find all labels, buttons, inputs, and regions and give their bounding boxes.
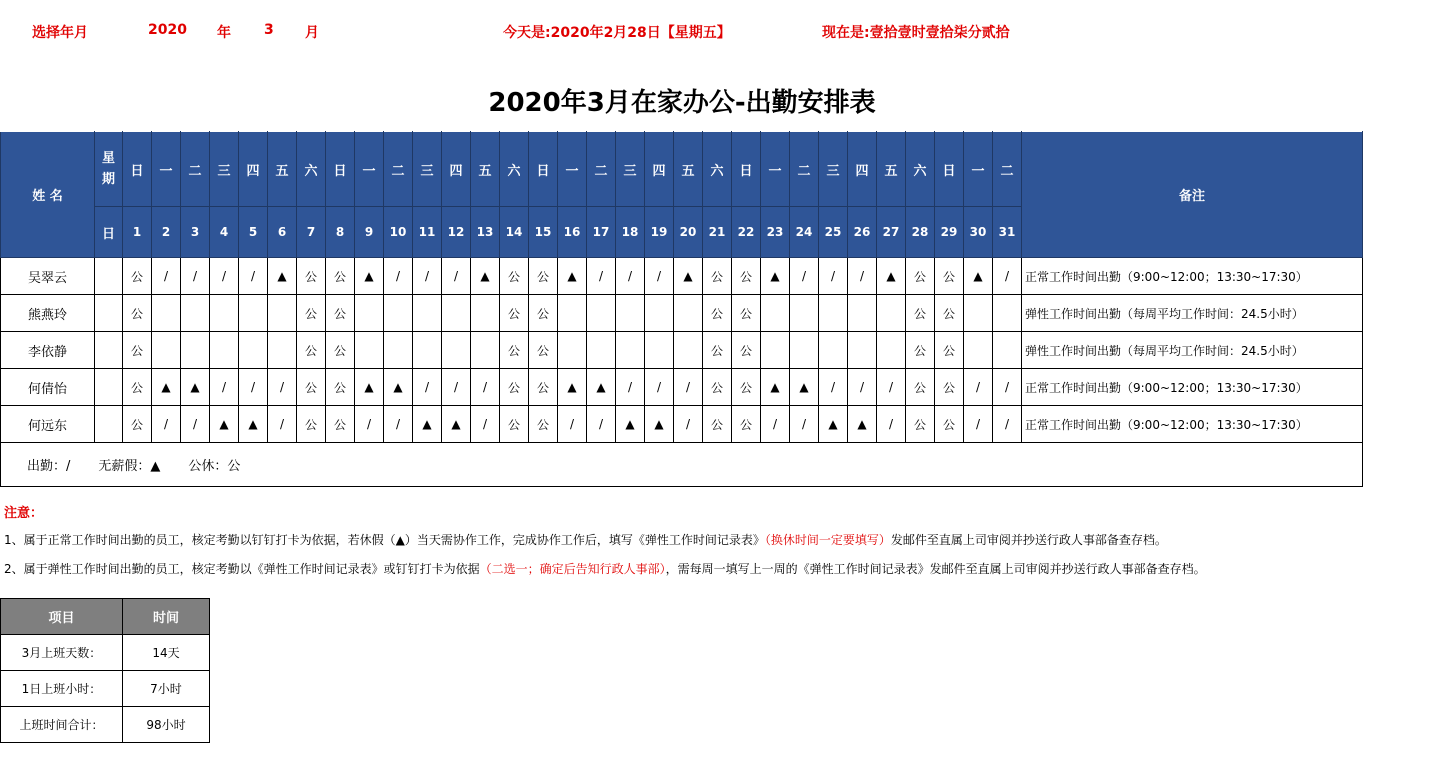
attendance-cell[interactable] bbox=[993, 295, 1022, 332]
attendance-cell[interactable]: 公 bbox=[906, 258, 935, 295]
attendance-cell[interactable] bbox=[442, 295, 471, 332]
attendance-cell[interactable] bbox=[239, 295, 268, 332]
attendance-cell[interactable]: ▲ bbox=[964, 258, 993, 295]
summary-row bbox=[1, 635, 210, 671]
year-unit: 年 bbox=[217, 25, 231, 41]
attendance-cell[interactable] bbox=[181, 332, 210, 369]
day-number-cell: 16 bbox=[558, 207, 587, 258]
attendance-cell[interactable]: 公 bbox=[703, 258, 732, 295]
day-number-cell: 27 bbox=[877, 207, 906, 258]
attendance-cell[interactable]: / bbox=[616, 258, 645, 295]
attendance-cell[interactable] bbox=[616, 332, 645, 369]
weekday-cell: 二 bbox=[587, 132, 616, 207]
attendance-cell[interactable]: 公 bbox=[529, 295, 558, 332]
attendance-cell[interactable]: 公 bbox=[326, 258, 355, 295]
attendance-cell[interactable]: ▲ bbox=[616, 406, 645, 443]
note-line-1 bbox=[4, 531, 1167, 548]
month-value[interactable]: 3 bbox=[264, 22, 274, 38]
attendance-cell[interactable] bbox=[790, 295, 819, 332]
day-number-cell: 5 bbox=[239, 207, 268, 258]
attendance-cell[interactable] bbox=[993, 332, 1022, 369]
attendance-cell[interactable]: ▲ bbox=[558, 258, 587, 295]
attendance-cell[interactable]: 公 bbox=[297, 332, 326, 369]
attendance-cell[interactable]: 公 bbox=[935, 258, 964, 295]
weekday-cell: 一 bbox=[964, 132, 993, 207]
note-header: 备注 bbox=[1022, 132, 1363, 258]
attendance-cell[interactable]: ▲ bbox=[384, 369, 413, 406]
day-number-cell: 15 bbox=[529, 207, 558, 258]
attendance-cell[interactable]: ▲ bbox=[645, 406, 674, 443]
attendance-cell[interactable] bbox=[384, 295, 413, 332]
attendance-cell[interactable]: 公 bbox=[906, 295, 935, 332]
attendance-cell[interactable]: 公 bbox=[935, 406, 964, 443]
attendance-cell[interactable]: 公 bbox=[935, 369, 964, 406]
attendance-cell[interactable] bbox=[384, 332, 413, 369]
attendance-cell[interactable]: / bbox=[471, 406, 500, 443]
attendance-cell[interactable]: / bbox=[877, 406, 906, 443]
attendance-cell[interactable]: / bbox=[355, 406, 384, 443]
attendance-cell[interactable]: ▲ bbox=[239, 406, 268, 443]
day-number-cell: 13 bbox=[471, 207, 500, 258]
day-number-cell: 30 bbox=[964, 207, 993, 258]
attendance-cell[interactable] bbox=[558, 295, 587, 332]
blank-week-cell bbox=[95, 369, 123, 406]
week-header: 星 期 bbox=[95, 132, 123, 207]
note-1-highlight: （换休时间一定要填写） bbox=[764, 533, 891, 547]
attendance-cell[interactable]: ▲ bbox=[471, 258, 500, 295]
attendance-cell[interactable]: 公 bbox=[123, 369, 152, 406]
attendance-note: 正常工作时间出勤（9:00~12:00；13:30~17:30） bbox=[1022, 258, 1363, 295]
attendance-cell[interactable]: / bbox=[558, 406, 587, 443]
attendance-cell[interactable]: ▲ bbox=[877, 258, 906, 295]
weekday-cell: 二 bbox=[181, 132, 210, 207]
attendance-cell[interactable]: / bbox=[471, 369, 500, 406]
weekday-cell: 四 bbox=[442, 132, 471, 207]
weekday-cell: 三 bbox=[413, 132, 442, 207]
attendance-cell[interactable]: / bbox=[268, 369, 297, 406]
name-header: 姓 名 bbox=[1, 132, 95, 258]
attendance-cell[interactable] bbox=[645, 295, 674, 332]
attendance-cell[interactable]: / bbox=[442, 369, 471, 406]
attendance-cell[interactable]: / bbox=[384, 258, 413, 295]
attendance-cell[interactable]: 公 bbox=[297, 258, 326, 295]
attendance-table bbox=[0, 131, 1363, 487]
attendance-cell[interactable]: 公 bbox=[703, 332, 732, 369]
employee-name: 吴翠云 bbox=[1, 258, 95, 295]
table-row bbox=[1, 258, 1363, 295]
weekday-cell: 六 bbox=[906, 132, 935, 207]
attendance-cell[interactable]: / bbox=[645, 258, 674, 295]
day-number-cell: 31 bbox=[993, 207, 1022, 258]
summary-row bbox=[1, 671, 210, 707]
attendance-cell[interactable]: 公 bbox=[123, 295, 152, 332]
attendance-cell[interactable]: / bbox=[181, 406, 210, 443]
current-time: 现在是:壹拾壹时壹拾柒分贰拾 bbox=[822, 25, 1010, 41]
employee-name: 何远东 bbox=[1, 406, 95, 443]
weekday-cell: 五 bbox=[674, 132, 703, 207]
blank-week-cell bbox=[95, 258, 123, 295]
attendance-cell[interactable]: 公 bbox=[500, 332, 529, 369]
attendance-cell[interactable] bbox=[413, 332, 442, 369]
attendance-cell[interactable]: 公 bbox=[703, 406, 732, 443]
attendance-cell[interactable]: / bbox=[413, 258, 442, 295]
day-number-cell: 8 bbox=[326, 207, 355, 258]
attendance-cell[interactable]: 公 bbox=[500, 295, 529, 332]
attendance-cell[interactable]: / bbox=[239, 258, 268, 295]
attendance-cell[interactable]: ▲ bbox=[761, 258, 790, 295]
weekday-cell: 二 bbox=[993, 132, 1022, 207]
month-unit: 月 bbox=[305, 25, 319, 41]
day-number-cell: 2 bbox=[152, 207, 181, 258]
attendance-cell[interactable]: / bbox=[384, 406, 413, 443]
weekday-cell: 四 bbox=[645, 132, 674, 207]
weekday-cell: 二 bbox=[790, 132, 819, 207]
day-number-cell: 14 bbox=[500, 207, 529, 258]
weekday-cell: 四 bbox=[848, 132, 877, 207]
attendance-cell[interactable] bbox=[616, 295, 645, 332]
day-number-cell: 20 bbox=[674, 207, 703, 258]
attendance-cell[interactable]: ▲ bbox=[848, 406, 877, 443]
attendance-cell[interactable] bbox=[848, 295, 877, 332]
attendance-cell[interactable]: / bbox=[152, 406, 181, 443]
day-number-cell: 3 bbox=[181, 207, 210, 258]
attendance-cell[interactable]: / bbox=[645, 369, 674, 406]
attendance-cell[interactable] bbox=[471, 332, 500, 369]
attendance-cell[interactable]: ▲ bbox=[413, 406, 442, 443]
attendance-cell[interactable]: / bbox=[761, 406, 790, 443]
attendance-cell[interactable]: 公 bbox=[326, 332, 355, 369]
summary-header-item: 项目 bbox=[1, 599, 123, 635]
attendance-cell[interactable]: / bbox=[210, 258, 239, 295]
attendance-cell[interactable]: 公 bbox=[123, 406, 152, 443]
attendance-cell[interactable]: / bbox=[993, 369, 1022, 406]
attendance-cell[interactable]: ▲ bbox=[790, 369, 819, 406]
attendance-note: 正常工作时间出勤（9:00~12:00；13:30~17:30） bbox=[1022, 406, 1363, 443]
attendance-cell[interactable]: ▲ bbox=[210, 406, 239, 443]
attendance-cell[interactable]: 公 bbox=[935, 332, 964, 369]
attendance-cell[interactable]: / bbox=[239, 369, 268, 406]
day-number-cell: 6 bbox=[268, 207, 297, 258]
note-1-tail: 发邮件至直属上司审阅并抄送行政人事部备查存档。 bbox=[890, 533, 1167, 547]
blank-week-cell bbox=[95, 295, 123, 332]
weekday-cell: 一 bbox=[152, 132, 181, 207]
day-number-cell: 23 bbox=[761, 207, 790, 258]
legend bbox=[1, 443, 1363, 487]
attendance-cell[interactable] bbox=[181, 295, 210, 332]
note-2-highlight: （二选一；确定后告知行政人事部） bbox=[479, 562, 666, 576]
attendance-cell[interactable]: 公 bbox=[297, 406, 326, 443]
attendance-cell[interactable]: 公 bbox=[297, 295, 326, 332]
attendance-cell[interactable]: / bbox=[848, 369, 877, 406]
attendance-cell[interactable]: 公 bbox=[906, 369, 935, 406]
summary-table bbox=[0, 598, 210, 743]
attendance-cell[interactable] bbox=[558, 332, 587, 369]
attendance-cell[interactable]: / bbox=[964, 406, 993, 443]
attendance-cell[interactable]: ▲ bbox=[355, 258, 384, 295]
summary-value: 7小时 bbox=[123, 671, 210, 707]
attendance-cell[interactable]: ▲ bbox=[181, 369, 210, 406]
blank-week-cell bbox=[95, 332, 123, 369]
summary-value: 98小时 bbox=[123, 707, 210, 743]
legend-item: 公休：公 bbox=[188, 459, 241, 474]
attendance-cell[interactable]: 公 bbox=[500, 258, 529, 295]
weekday-cell: 日 bbox=[935, 132, 964, 207]
attendance-cell[interactable]: / bbox=[993, 258, 1022, 295]
attendance-cell[interactable]: / bbox=[442, 258, 471, 295]
weekday-cell: 日 bbox=[732, 132, 761, 207]
employee-name: 何倩怡 bbox=[1, 369, 95, 406]
attendance-cell[interactable]: 公 bbox=[703, 369, 732, 406]
attendance-cell[interactable] bbox=[413, 295, 442, 332]
attendance-cell[interactable] bbox=[964, 332, 993, 369]
summary-value: 14天 bbox=[123, 635, 210, 671]
attendance-cell[interactable]: / bbox=[152, 258, 181, 295]
day-number-cell: 21 bbox=[703, 207, 732, 258]
table-row bbox=[1, 332, 1363, 369]
attendance-cell[interactable] bbox=[790, 332, 819, 369]
attendance-cell[interactable]: 公 bbox=[123, 332, 152, 369]
attendance-cell[interactable] bbox=[210, 295, 239, 332]
note-2-tail: ，需每周一填写上一周的《弹性工作时间记录表》发邮件至直属上司审阅并抄送行政人事部备查存档。 bbox=[665, 562, 1206, 576]
year-value[interactable]: 2020 bbox=[148, 22, 187, 38]
attendance-cell[interactable] bbox=[239, 332, 268, 369]
weekday-cell: 六 bbox=[703, 132, 732, 207]
weekday-cell: 日 bbox=[326, 132, 355, 207]
attendance-cell[interactable] bbox=[645, 332, 674, 369]
attendance-cell[interactable] bbox=[964, 295, 993, 332]
attendance-note: 弹性工作时间出勤（每周平均工作时间：24.5小时） bbox=[1022, 332, 1363, 369]
attendance-cell[interactable] bbox=[268, 295, 297, 332]
attendance-cell[interactable]: 公 bbox=[326, 295, 355, 332]
attendance-cell[interactable]: ▲ bbox=[558, 369, 587, 406]
attendance-cell[interactable]: 公 bbox=[123, 258, 152, 295]
attendance-cell[interactable]: / bbox=[587, 406, 616, 443]
day-number-cell: 19 bbox=[645, 207, 674, 258]
attendance-cell[interactable]: 公 bbox=[529, 406, 558, 443]
attendance-cell[interactable] bbox=[210, 332, 239, 369]
weekday-cell: 六 bbox=[500, 132, 529, 207]
table-row bbox=[1, 369, 1363, 406]
day-number-cell: 18 bbox=[616, 207, 645, 258]
weekday-cell: 二 bbox=[384, 132, 413, 207]
attendance-cell[interactable]: / bbox=[819, 369, 848, 406]
summary-header-time: 时间 bbox=[123, 599, 210, 635]
attendance-cell[interactable] bbox=[674, 332, 703, 369]
day-number-cell: 17 bbox=[587, 207, 616, 258]
weekday-cell: 三 bbox=[616, 132, 645, 207]
page-title: 2020年3月在家办公-出勤安排表 bbox=[488, 88, 876, 118]
attendance-cell[interactable] bbox=[761, 332, 790, 369]
weekday-cell: 三 bbox=[819, 132, 848, 207]
day-number-cell: 7 bbox=[297, 207, 326, 258]
day-number-cell: 24 bbox=[790, 207, 819, 258]
day-number-cell: 9 bbox=[355, 207, 384, 258]
notes-title: 注意： bbox=[4, 506, 44, 521]
attendance-cell[interactable]: 公 bbox=[326, 406, 355, 443]
day-number-cell: 28 bbox=[906, 207, 935, 258]
attendance-cell[interactable] bbox=[442, 332, 471, 369]
weekday-cell: 日 bbox=[529, 132, 558, 207]
weekday-cell: 一 bbox=[355, 132, 384, 207]
summary-item: 3月上班天数： bbox=[1, 635, 123, 671]
legend-item: 出勤：/ bbox=[27, 459, 71, 474]
attendance-cell[interactable]: / bbox=[181, 258, 210, 295]
table-row bbox=[1, 406, 1363, 443]
attendance-cell[interactable]: ▲ bbox=[587, 369, 616, 406]
attendance-cell[interactable] bbox=[848, 332, 877, 369]
attendance-cell[interactable]: / bbox=[616, 369, 645, 406]
weekday-cell: 四 bbox=[239, 132, 268, 207]
weekday-cell: 三 bbox=[210, 132, 239, 207]
weekday-cell: 五 bbox=[471, 132, 500, 207]
attendance-cell[interactable] bbox=[877, 295, 906, 332]
attendance-cell[interactable]: / bbox=[413, 369, 442, 406]
attendance-cell[interactable] bbox=[877, 332, 906, 369]
weekday-cell: 六 bbox=[297, 132, 326, 207]
attendance-cell[interactable] bbox=[152, 332, 181, 369]
note-2-text: 2、属于弹性工作时间出勤的员工，核定考勤以《弹性工作时间记录表》或钉钉打卡为依据 bbox=[4, 562, 480, 576]
day-number-cell: 22 bbox=[732, 207, 761, 258]
attendance-cell[interactable]: 公 bbox=[500, 369, 529, 406]
attendance-cell[interactable]: / bbox=[993, 406, 1022, 443]
weekday-cell: 五 bbox=[877, 132, 906, 207]
employee-name: 熊燕玲 bbox=[1, 295, 95, 332]
attendance-cell[interactable]: 公 bbox=[732, 295, 761, 332]
day-number-cell: 26 bbox=[848, 207, 877, 258]
attendance-cell[interactable]: / bbox=[268, 406, 297, 443]
attendance-cell[interactable]: / bbox=[210, 369, 239, 406]
weekday-cell: 一 bbox=[761, 132, 790, 207]
weekday-cell: 五 bbox=[268, 132, 297, 207]
attendance-cell[interactable] bbox=[674, 295, 703, 332]
attendance-cell[interactable] bbox=[268, 332, 297, 369]
attendance-cell[interactable] bbox=[471, 295, 500, 332]
attendance-cell[interactable] bbox=[587, 295, 616, 332]
employee-name: 李依静 bbox=[1, 332, 95, 369]
attendance-cell[interactable]: 公 bbox=[326, 369, 355, 406]
attendance-cell[interactable]: / bbox=[587, 258, 616, 295]
attendance-cell[interactable] bbox=[152, 295, 181, 332]
day-number-cell: 10 bbox=[384, 207, 413, 258]
attendance-cell[interactable] bbox=[587, 332, 616, 369]
today-date: 今天是:2020年2月28日【星期五】 bbox=[503, 25, 731, 41]
attendance-cell[interactable]: ▲ bbox=[761, 369, 790, 406]
day-number-cell: 12 bbox=[442, 207, 471, 258]
attendance-cell[interactable]: ▲ bbox=[442, 406, 471, 443]
attendance-cell[interactable]: 公 bbox=[906, 332, 935, 369]
attendance-cell[interactable]: 公 bbox=[703, 295, 732, 332]
attendance-cell[interactable]: 公 bbox=[732, 332, 761, 369]
attendance-cell[interactable]: / bbox=[674, 369, 703, 406]
attendance-cell[interactable] bbox=[819, 295, 848, 332]
attendance-note: 正常工作时间出勤（9:00~12:00；13:30~17:30） bbox=[1022, 369, 1363, 406]
attendance-cell[interactable]: 公 bbox=[935, 295, 964, 332]
legend-item: 无薪假：▲ bbox=[98, 459, 161, 474]
attendance-cell[interactable]: ▲ bbox=[268, 258, 297, 295]
day-number-cell: 25 bbox=[819, 207, 848, 258]
note-1-text: 1、属于正常工作时间出勤的员工，核定考勤以钉钉打卡为依据，若休假（▲）当天需协作工作，完成协作工作后，填写《弹性工作时间记录表》 bbox=[4, 533, 765, 547]
attendance-cell[interactable]: / bbox=[674, 406, 703, 443]
day-number-cell: 11 bbox=[413, 207, 442, 258]
attendance-cell[interactable]: 公 bbox=[906, 406, 935, 443]
attendance-cell[interactable]: 公 bbox=[297, 369, 326, 406]
attendance-cell[interactable]: 公 bbox=[529, 258, 558, 295]
attendance-cell[interactable] bbox=[819, 332, 848, 369]
select-month-label: 选择年月 bbox=[32, 25, 88, 41]
attendance-cell[interactable]: / bbox=[964, 369, 993, 406]
summary-item: 1日上班小时： bbox=[1, 671, 123, 707]
day-header: 日 bbox=[95, 207, 123, 258]
attendance-cell[interactable] bbox=[355, 332, 384, 369]
blank-week-cell bbox=[95, 406, 123, 443]
attendance-cell[interactable]: 公 bbox=[529, 332, 558, 369]
note-line-2 bbox=[4, 560, 1206, 577]
attendance-cell[interactable]: / bbox=[790, 406, 819, 443]
attendance-note: 弹性工作时间出勤（每周平均工作时间：24.5小时） bbox=[1022, 295, 1363, 332]
day-number-cell: 29 bbox=[935, 207, 964, 258]
attendance-cell[interactable]: / bbox=[877, 369, 906, 406]
day-number-cell: 1 bbox=[123, 207, 152, 258]
attendance-cell[interactable]: 公 bbox=[732, 406, 761, 443]
attendance-cell[interactable]: / bbox=[790, 258, 819, 295]
attendance-cell[interactable]: 公 bbox=[500, 406, 529, 443]
attendance-cell[interactable] bbox=[355, 295, 384, 332]
attendance-cell[interactable]: 公 bbox=[732, 258, 761, 295]
attendance-cell[interactable]: ▲ bbox=[674, 258, 703, 295]
attendance-cell[interactable]: 公 bbox=[529, 369, 558, 406]
attendance-cell[interactable]: ▲ bbox=[355, 369, 384, 406]
attendance-cell[interactable]: / bbox=[848, 258, 877, 295]
summary-row bbox=[1, 707, 210, 743]
day-number-cell: 4 bbox=[210, 207, 239, 258]
summary-item: 上班时间合计： bbox=[1, 707, 123, 743]
weekday-cell: 日 bbox=[123, 132, 152, 207]
weekday-cell: 一 bbox=[558, 132, 587, 207]
attendance-cell[interactable]: ▲ bbox=[152, 369, 181, 406]
attendance-cell[interactable]: ▲ bbox=[819, 406, 848, 443]
attendance-cell[interactable]: 公 bbox=[732, 369, 761, 406]
attendance-cell[interactable] bbox=[761, 295, 790, 332]
attendance-cell[interactable]: / bbox=[819, 258, 848, 295]
table-row bbox=[1, 295, 1363, 332]
